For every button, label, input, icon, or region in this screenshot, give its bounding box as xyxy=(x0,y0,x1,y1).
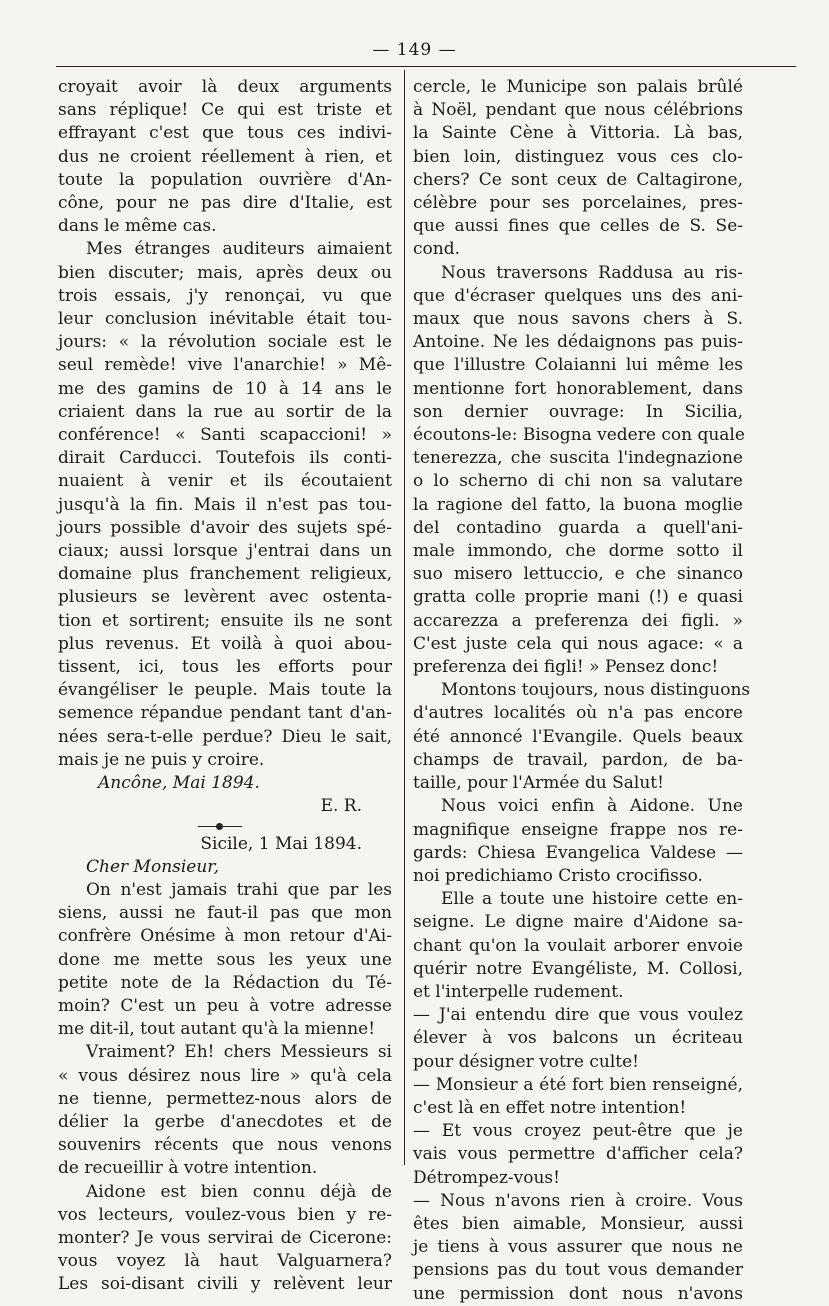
text-line: chant qu'on la voulait arborer envoie xyxy=(413,935,743,956)
text-line: vos lecteurs, voulez-vous bien y re- xyxy=(58,1204,392,1225)
text-line: monter? Je vous servirai de Cicerone: xyxy=(58,1227,392,1248)
text-line: pour désigner votre culte! xyxy=(413,1051,640,1072)
left-column xyxy=(58,76,392,1297)
text-line: sans réplique! Ce qui est triste et xyxy=(58,100,392,121)
text-line: été annoncé l'Evangile. Quels beaux xyxy=(413,726,743,747)
section-separator xyxy=(198,823,242,831)
text-line: bien loin, distinguez vous ces clo- xyxy=(413,146,743,167)
text-line: accarezza a preferenza dei figli. » xyxy=(413,610,743,631)
text-line: Sicile, 1 Mai 1894. xyxy=(200,833,362,854)
text-line: que aussi fines que celles de S. Se- xyxy=(413,216,743,237)
text-line: Aidone est bien connu déjà de xyxy=(86,1181,392,1202)
text-line: mais je ne puis y croire. xyxy=(58,749,265,770)
text-line: criaient dans la rue au sortir de la xyxy=(58,401,392,422)
text-line: souvenirs récents que nous venons xyxy=(58,1135,392,1156)
text-line: noi predichiamo Cristo crocifisso. xyxy=(413,865,703,886)
text-line: plus revenus. Et voilà à quoi abou- xyxy=(58,633,392,654)
text-line: — J'ai entendu dire que vous voulez xyxy=(413,1005,743,1026)
text-line: c'est là en effet notre intention! xyxy=(413,1097,687,1118)
text-line: male immondo, che dorme sotto il xyxy=(413,541,743,562)
text-line: jours: « la révolution sociale est le xyxy=(58,332,392,353)
text-line: gratta colle proprie mani (!) e quasi xyxy=(413,587,743,608)
text-line: vous voyez là haut Valguarnera? xyxy=(58,1251,392,1272)
text-line: seul remède! vive l'anarchie! » Mê- xyxy=(58,355,392,376)
text-line: chers? Ce sont ceux de Caltagirone, xyxy=(413,169,743,190)
text-line: élever à vos balcons un écriteau xyxy=(413,1028,743,1049)
text-line: Antoine. Ne les dédaignons pas puis- xyxy=(413,332,743,353)
text-line: Elle a toute une histoire cette en- xyxy=(441,889,743,910)
text-line: toute la population ouvrière d'An- xyxy=(58,169,392,190)
text-line: E. R. xyxy=(320,796,362,817)
text-line: cond. xyxy=(413,239,460,260)
text-line: maux que nous savons chers à S. xyxy=(413,309,743,330)
text-line: jours possible d'avoir des sujets spé- xyxy=(58,517,392,538)
text-line: mentionne fort honorablement, dans xyxy=(413,378,743,399)
text-line: et l'interpelle rudement. xyxy=(413,981,624,1002)
text-line: de recueillir à votre intention. xyxy=(58,1158,318,1179)
text-line: croyait avoir là deux arguments xyxy=(58,77,392,97)
text-line: Ancône, Mai 1894. xyxy=(98,773,260,794)
text-line: me dit-il, tout autant qu'à la mienne! xyxy=(58,1019,376,1040)
text-line: êtes bien aimable, Monsieur, aussi xyxy=(413,1213,743,1234)
text-line: Vraiment? Eh! chers Messieurs si xyxy=(86,1042,392,1063)
text-line: la ragione del fatto, la buona moglie xyxy=(413,494,743,515)
text-line: écoutons-le: Bisogna vedere con quale xyxy=(413,425,745,446)
text-line: domaine plus franchement religieux, xyxy=(58,564,392,585)
text-line: bien discuter; mais, après deux ou xyxy=(58,262,392,283)
text-line: dus ne croient réellement à rien, et xyxy=(58,146,392,167)
text-line: nées sera-t-elle perdue? Dieu le sait, xyxy=(58,726,392,747)
text-line: dans le même cas. xyxy=(58,216,217,237)
text-line: — Et vous croyez peut-être que je xyxy=(413,1121,743,1142)
text-line: que d'écraser quelques uns des ani- xyxy=(413,285,743,306)
text-line: moin? C'est un peu à votre adresse xyxy=(58,995,392,1016)
text-line: délier la gerbe d'anecdotes et de xyxy=(58,1111,392,1132)
text-line: tissent, ici, tous les efforts pour xyxy=(58,657,392,678)
text-line: que l'illustre Colaianni lui même les xyxy=(413,355,743,376)
right-column xyxy=(413,76,751,1306)
text-line: pensions pas du tout vous demander xyxy=(413,1260,743,1281)
text-line: tion et sortirent; ensuite ils ne sont xyxy=(58,610,392,631)
text-line: je tiens à vous assurer que nous ne xyxy=(413,1237,743,1258)
text-line: On n'est jamais trahi que par les xyxy=(86,879,392,900)
text-line: confrère Onésime à mon retour d'Ai- xyxy=(58,926,392,947)
text-line: quérir notre Evangéliste, M. Collosi, xyxy=(413,958,743,979)
text-line: évangéliser le peuple. Mais toute la xyxy=(58,680,392,701)
text-line: d'autres localités où n'a pas encore xyxy=(413,703,743,724)
text-line: Mes étranges auditeurs aimaient xyxy=(86,239,392,260)
text-line: suo misero lettuccio, e che sinanco xyxy=(413,564,743,585)
text-line: done me mette sous les yeux une xyxy=(58,949,392,970)
text-line: « vous désirez nous lire » qu'à cela xyxy=(58,1065,392,1086)
text-line: jusqu'à la fin. Mais il n'est pas tou- xyxy=(58,494,392,515)
text-line: Les soi-disant civili y relèvent leur xyxy=(58,1274,392,1295)
text-line: dirait Carducci. Toutefois ils conti- xyxy=(58,448,392,469)
text-line: C'est juste cela qui nous agace: « a xyxy=(413,633,743,654)
text-line: effrayant c'est que tous ces indivi- xyxy=(58,123,392,144)
text-line: o lo scherno di chi non sa valutare xyxy=(413,471,743,492)
text-line: siens, aussi ne faut-il pas que mon xyxy=(58,903,392,924)
text-line: son dernier ouvrage: In Sicilia, xyxy=(413,401,743,422)
text-line: cône, pour ne pas dire d'Italie, est xyxy=(58,193,392,214)
text-line: semence répandue pendant tant d'an- xyxy=(58,703,392,724)
text-line: trois essais, j'y renonçai, vu que xyxy=(58,285,392,306)
text-line: gards: Chiesa Evangelica Valdese — xyxy=(413,842,743,863)
text-line: Nous traversons Raddusa au ris- xyxy=(441,262,743,283)
text-line: seigne. Le digne maire d'Aidone sa- xyxy=(413,912,743,933)
header-rule xyxy=(56,66,796,67)
text-line: petite note de la Rédaction du Té- xyxy=(58,972,392,993)
text-line: Cher Monsieur, xyxy=(86,856,219,877)
text-line: — Monsieur a été fort bien renseigné, xyxy=(413,1074,743,1095)
text-line: Nous voici enfin à Aidone. Une xyxy=(441,796,743,817)
page-number: — 149 — xyxy=(372,40,457,60)
text-line: me des gamins de 10 à 14 ans le xyxy=(58,378,392,399)
text-line: champs de travail, pardon, de ba- xyxy=(413,749,743,770)
text-line: une permission dont nous n'avons xyxy=(413,1283,743,1304)
text-line: Montons toujours, nous distinguons xyxy=(441,680,751,701)
text-line: tenerezza, che suscita l'indegnazione xyxy=(413,448,743,469)
text-line: del contadino guarda a quell'ani- xyxy=(413,517,743,538)
text-line: plusieurs se levèrent avec ostenta- xyxy=(58,587,392,608)
text-line: magnifique enseigne frappe nos re- xyxy=(413,819,743,840)
text-line: — Nous n'avons rien à croire. Vous xyxy=(413,1190,743,1211)
text-line: à Noël, pendant que nous célébrions xyxy=(413,100,743,121)
text-line: preferenza dei figli! » Pensez donc! xyxy=(413,657,719,678)
text-line: la Sainte Cène à Vittoria. Là bas, xyxy=(413,123,743,144)
text-line: taille, pour l'Armée du Salut! xyxy=(413,773,664,794)
text-line: conférence! « Santi scapaccioni! » xyxy=(58,425,392,446)
text-line: ciaux; aussi lorsque j'entrai dans un xyxy=(58,541,392,562)
text-line: ne tienne, permettez-nous alors de xyxy=(58,1088,392,1109)
text-line: Détrompez-vous! xyxy=(413,1167,560,1188)
text-line: vais vous permettre d'afficher cela? xyxy=(413,1144,743,1165)
text-line: leur conclusion inévitable était tou- xyxy=(58,309,392,330)
column-divider xyxy=(404,70,405,1165)
text-line: cercle, le Municipe son palais brûlé xyxy=(413,77,743,97)
text-line: nuaient à venir et ils écoutaient xyxy=(58,471,392,492)
text-line: célèbre pour ses porcelaines, pres- xyxy=(413,193,743,214)
